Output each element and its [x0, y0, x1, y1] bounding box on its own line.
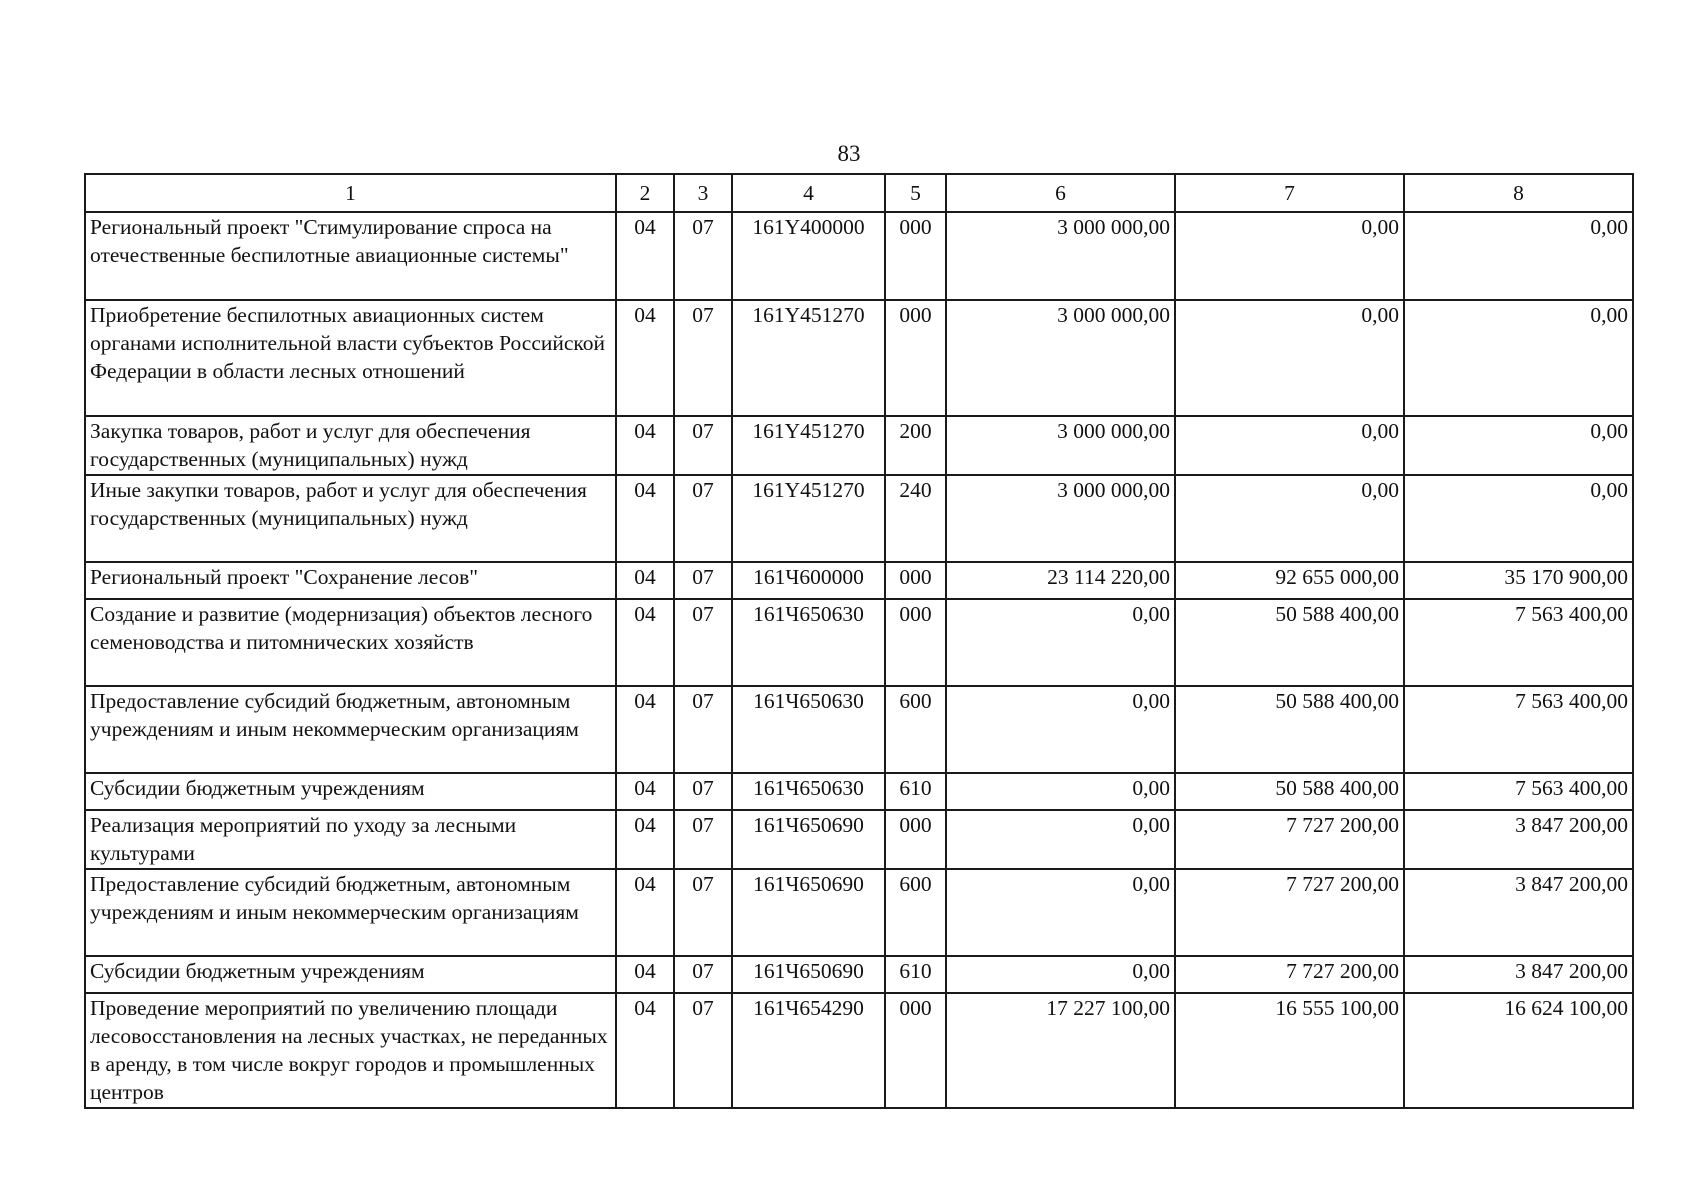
column-header: 5: [885, 174, 946, 212]
code-target-article: 161Ч600000: [732, 562, 885, 599]
table-body: [85, 212, 1633, 1108]
column-header: 3: [674, 174, 732, 212]
code-target-article: 161Y451270: [732, 475, 885, 562]
table-row: [85, 300, 1633, 416]
row-name: Субсидии бюджетным учреждениям: [85, 956, 616, 993]
amount-col8: 3 847 200,00: [1404, 869, 1633, 956]
table-row: [85, 416, 1633, 475]
budget-table: [84, 173, 1634, 1109]
row-name: Закупка товаров, работ и услуг для обеспечения государственных (муниципальных) нужд: [85, 416, 616, 475]
code-target-article: 161Ч650630: [732, 773, 885, 810]
amount-col8: 7 563 400,00: [1404, 686, 1633, 773]
code-expense-type: 000: [885, 562, 946, 599]
amount-col7: 0,00: [1175, 416, 1404, 475]
header-row: [85, 174, 1633, 212]
code-subsection: 07: [674, 810, 732, 869]
table-row: [85, 562, 1633, 599]
amount-col8: 7 563 400,00: [1404, 599, 1633, 686]
amount-col7: 50 588 400,00: [1175, 686, 1404, 773]
code-expense-type: 000: [885, 993, 946, 1108]
amount-col7: 16 555 100,00: [1175, 993, 1404, 1108]
code-expense-type: 240: [885, 475, 946, 562]
amount-col7: 50 588 400,00: [1175, 599, 1404, 686]
code-target-article: 161Y400000: [732, 212, 885, 300]
column-header: 6: [946, 174, 1175, 212]
amount-col6: 0,00: [946, 773, 1175, 810]
amount-col6: 0,00: [946, 869, 1175, 956]
column-header: 1: [85, 174, 616, 212]
amount-col6: 0,00: [946, 686, 1175, 773]
amount-col7: 0,00: [1175, 300, 1404, 416]
code-subsection: 07: [674, 212, 732, 300]
row-name: Предоставление субсидий бюджетным, автономным учреждениям и иным некоммерческим организациям: [85, 686, 616, 773]
code-target-article: 161Ч650690: [732, 956, 885, 993]
row-name: Предоставление субсидий бюджетным, автономным учреждениям и иным некоммерческим организациям: [85, 869, 616, 956]
amount-col8: 7 563 400,00: [1404, 773, 1633, 810]
amount-col8: 0,00: [1404, 300, 1633, 416]
row-name: Приобретение беспилотных авиационных систем органами исполнительной власти субъектов Российской Федерации в области лесных отношений: [85, 300, 616, 416]
amount-col6: 17 227 100,00: [946, 993, 1175, 1108]
code-target-article: 161Y451270: [732, 416, 885, 475]
amount-col8: 0,00: [1404, 416, 1633, 475]
code-section: 04: [616, 562, 674, 599]
code-target-article: 161Ч650690: [732, 869, 885, 956]
code-section: 04: [616, 212, 674, 300]
amount-col6: 23 114 220,00: [946, 562, 1175, 599]
code-expense-type: 000: [885, 810, 946, 869]
code-section: 04: [616, 993, 674, 1108]
code-subsection: 07: [674, 416, 732, 475]
code-section: 04: [616, 599, 674, 686]
amount-col7: 0,00: [1175, 475, 1404, 562]
code-section: 04: [616, 300, 674, 416]
row-name: Региональный проект "Стимулирование спроса на отечественные беспилотные авиационные системы": [85, 212, 616, 300]
code-expense-type: 200: [885, 416, 946, 475]
amount-col8: 16 624 100,00: [1404, 993, 1633, 1108]
amount-col7: 50 588 400,00: [1175, 773, 1404, 810]
code-section: 04: [616, 810, 674, 869]
amount-col7: 7 727 200,00: [1175, 956, 1404, 993]
code-expense-type: 000: [885, 212, 946, 300]
table-row: [85, 686, 1633, 773]
code-target-article: 161Ч654290: [732, 993, 885, 1108]
amount-col6: 0,00: [946, 599, 1175, 686]
code-section: 04: [616, 956, 674, 993]
table-row: [85, 475, 1633, 562]
amount-col7: 7 727 200,00: [1175, 869, 1404, 956]
amount-col8: 0,00: [1404, 475, 1633, 562]
column-header: 7: [1175, 174, 1404, 212]
table-header: [85, 174, 1633, 212]
amount-col8: 0,00: [1404, 212, 1633, 300]
amount-col6: 0,00: [946, 810, 1175, 869]
table-row: [85, 599, 1633, 686]
code-subsection: 07: [674, 773, 732, 810]
table-row: [85, 869, 1633, 956]
table-row: [85, 956, 1633, 993]
code-subsection: 07: [674, 475, 732, 562]
code-target-article: 161Ч650630: [732, 599, 885, 686]
column-header: 4: [732, 174, 885, 212]
amount-col6: 3 000 000,00: [946, 212, 1175, 300]
amount-col7: 7 727 200,00: [1175, 810, 1404, 869]
amount-col7: 92 655 000,00: [1175, 562, 1404, 599]
column-header: 2: [616, 174, 674, 212]
code-subsection: 07: [674, 869, 732, 956]
code-target-article: 161Ч650630: [732, 686, 885, 773]
code-subsection: 07: [674, 993, 732, 1108]
code-subsection: 07: [674, 300, 732, 416]
amount-col8: 3 847 200,00: [1404, 956, 1633, 993]
code-section: 04: [616, 686, 674, 773]
page-number: 83: [837, 141, 861, 166]
amount-col7: 0,00: [1175, 212, 1404, 300]
code-subsection: 07: [674, 686, 732, 773]
row-name: Реализация мероприятий по уходу за лесными культурами: [85, 810, 616, 869]
code-target-article: 161Y451270: [732, 300, 885, 416]
amount-col8: 35 170 900,00: [1404, 562, 1633, 599]
amount-col6: 3 000 000,00: [946, 475, 1175, 562]
column-header: 8: [1404, 174, 1633, 212]
amount-col6: 0,00: [946, 956, 1175, 993]
code-section: 04: [616, 416, 674, 475]
amount-col8: 3 847 200,00: [1404, 810, 1633, 869]
row-name: Создание и развитие (модернизация) объектов лесного семеноводства и питомнических хозяйств: [85, 599, 616, 686]
row-name: Иные закупки товаров, работ и услуг для обеспечения государственных (муниципальных) нужд: [85, 475, 616, 562]
code-section: 04: [616, 869, 674, 956]
row-name: Субсидии бюджетным учреждениям: [85, 773, 616, 810]
table-row: [85, 810, 1633, 869]
code-expense-type: 000: [885, 300, 946, 416]
code-expense-type: 610: [885, 956, 946, 993]
code-section: 04: [616, 475, 674, 562]
code-subsection: 07: [674, 562, 732, 599]
table-row: [85, 212, 1633, 300]
code-subsection: 07: [674, 599, 732, 686]
amount-col6: 3 000 000,00: [946, 416, 1175, 475]
table-row: [85, 773, 1633, 810]
code-expense-type: 000: [885, 599, 946, 686]
code-subsection: 07: [674, 956, 732, 993]
code-expense-type: 600: [885, 869, 946, 956]
table-row: [85, 993, 1633, 1108]
code-expense-type: 610: [885, 773, 946, 810]
amount-col6: 3 000 000,00: [946, 300, 1175, 416]
code-expense-type: 600: [885, 686, 946, 773]
row-name: Проведение мероприятий по увеличению площади лесовосстановления на лесных участках, не переданных в аренду, в том числе вокруг городов и промышленных центров: [85, 993, 616, 1108]
code-section: 04: [616, 773, 674, 810]
row-name: Региональный проект "Сохранение лесов": [85, 562, 616, 599]
code-target-article: 161Ч650690: [732, 810, 885, 869]
